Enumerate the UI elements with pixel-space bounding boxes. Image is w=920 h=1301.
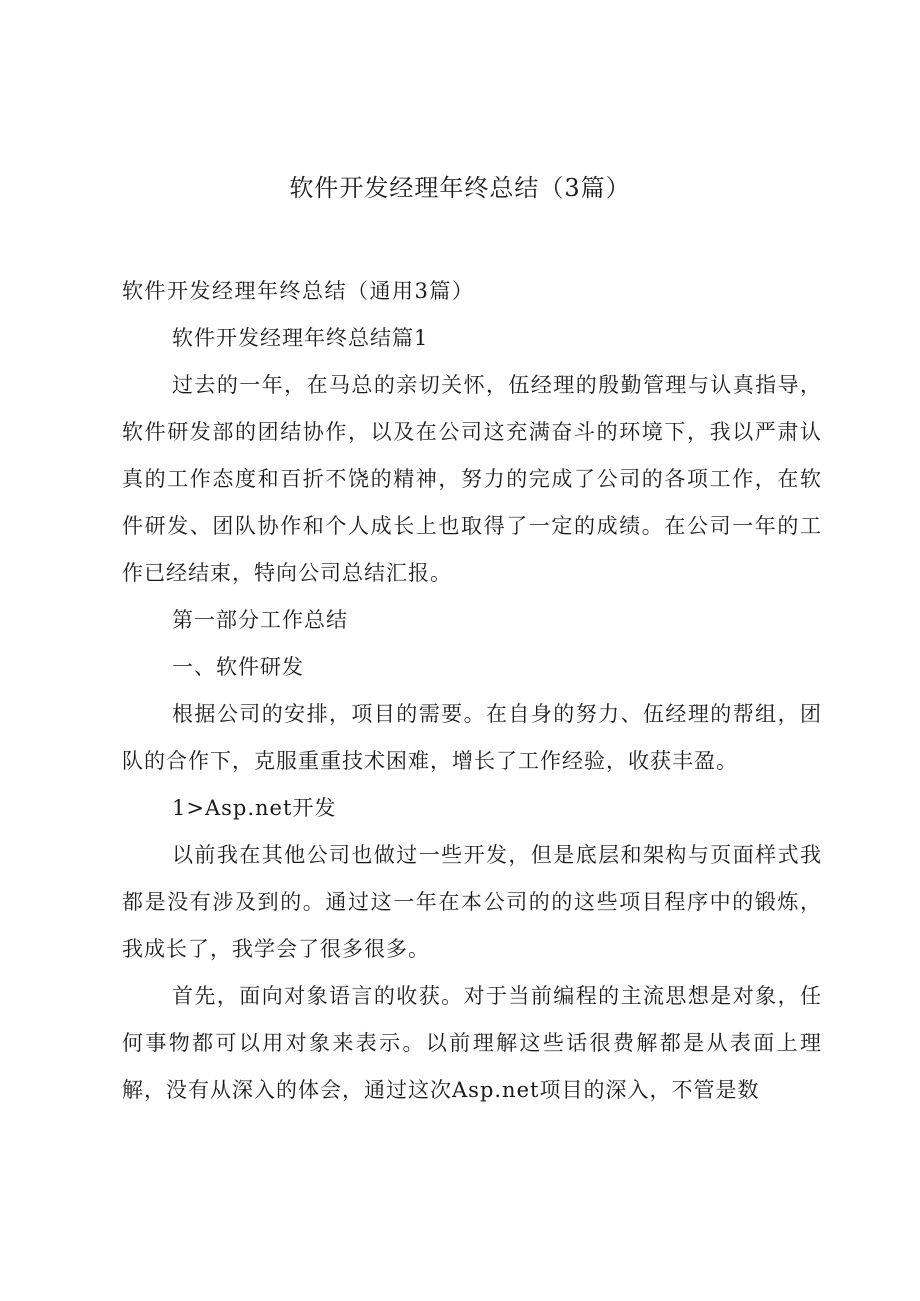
paragraph: 过去的一年，在马总的亲切关怀，伍经理的殷勤管理与认真指导，软件研发部的团结协作，以及在公司这充满奋斗的环境下，我以严肃认真的工作态度和百折不饶的精神，努力的完成了公司的各项工作，在软件研发、团队协作和个人成长上也取得了一定的成绩。在公司一年的工作已经结束，特向公司总结汇报。 [122, 373, 822, 585]
paragraph: 以前我在其他公司也做过一些开发，但是底层和架构与页面样式我都是没有涉及到的。通过这一年在本公司的的这些项目程序中的锻炼，我成长了，我学会了很多很多。 [122, 843, 822, 961]
section-heading: 软件开发经理年终总结篇1 [172, 326, 429, 350]
paragraph: 根据公司的安排，项目的需要。在自身的努力、伍经理的帮组，团队的合作下，克服重重技术困难，增长了工作经验，收获丰盈。 [122, 702, 822, 773]
paragraph: 首先，面向对象语言的收获。对于当前编程的主流思想是对象，任何事物都可以用对象来表示。以前理解这些话很费解都是从表面上理解，没有从深入的体会，通过这次Asp.net项目的深入，不管是数 [122, 984, 822, 1102]
document-subtitle: 软件开发经理年终总结（通用3篇） [122, 279, 475, 303]
section-heading: 第一部分工作总结 [172, 608, 348, 632]
section-heading: 一、软件研发 [172, 655, 304, 679]
document-body [122, 268, 822, 1114]
document-title: 软件开发经理年终总结（3篇） [289, 174, 631, 202]
section-heading: 1>Asp.net开发 [172, 796, 337, 820]
